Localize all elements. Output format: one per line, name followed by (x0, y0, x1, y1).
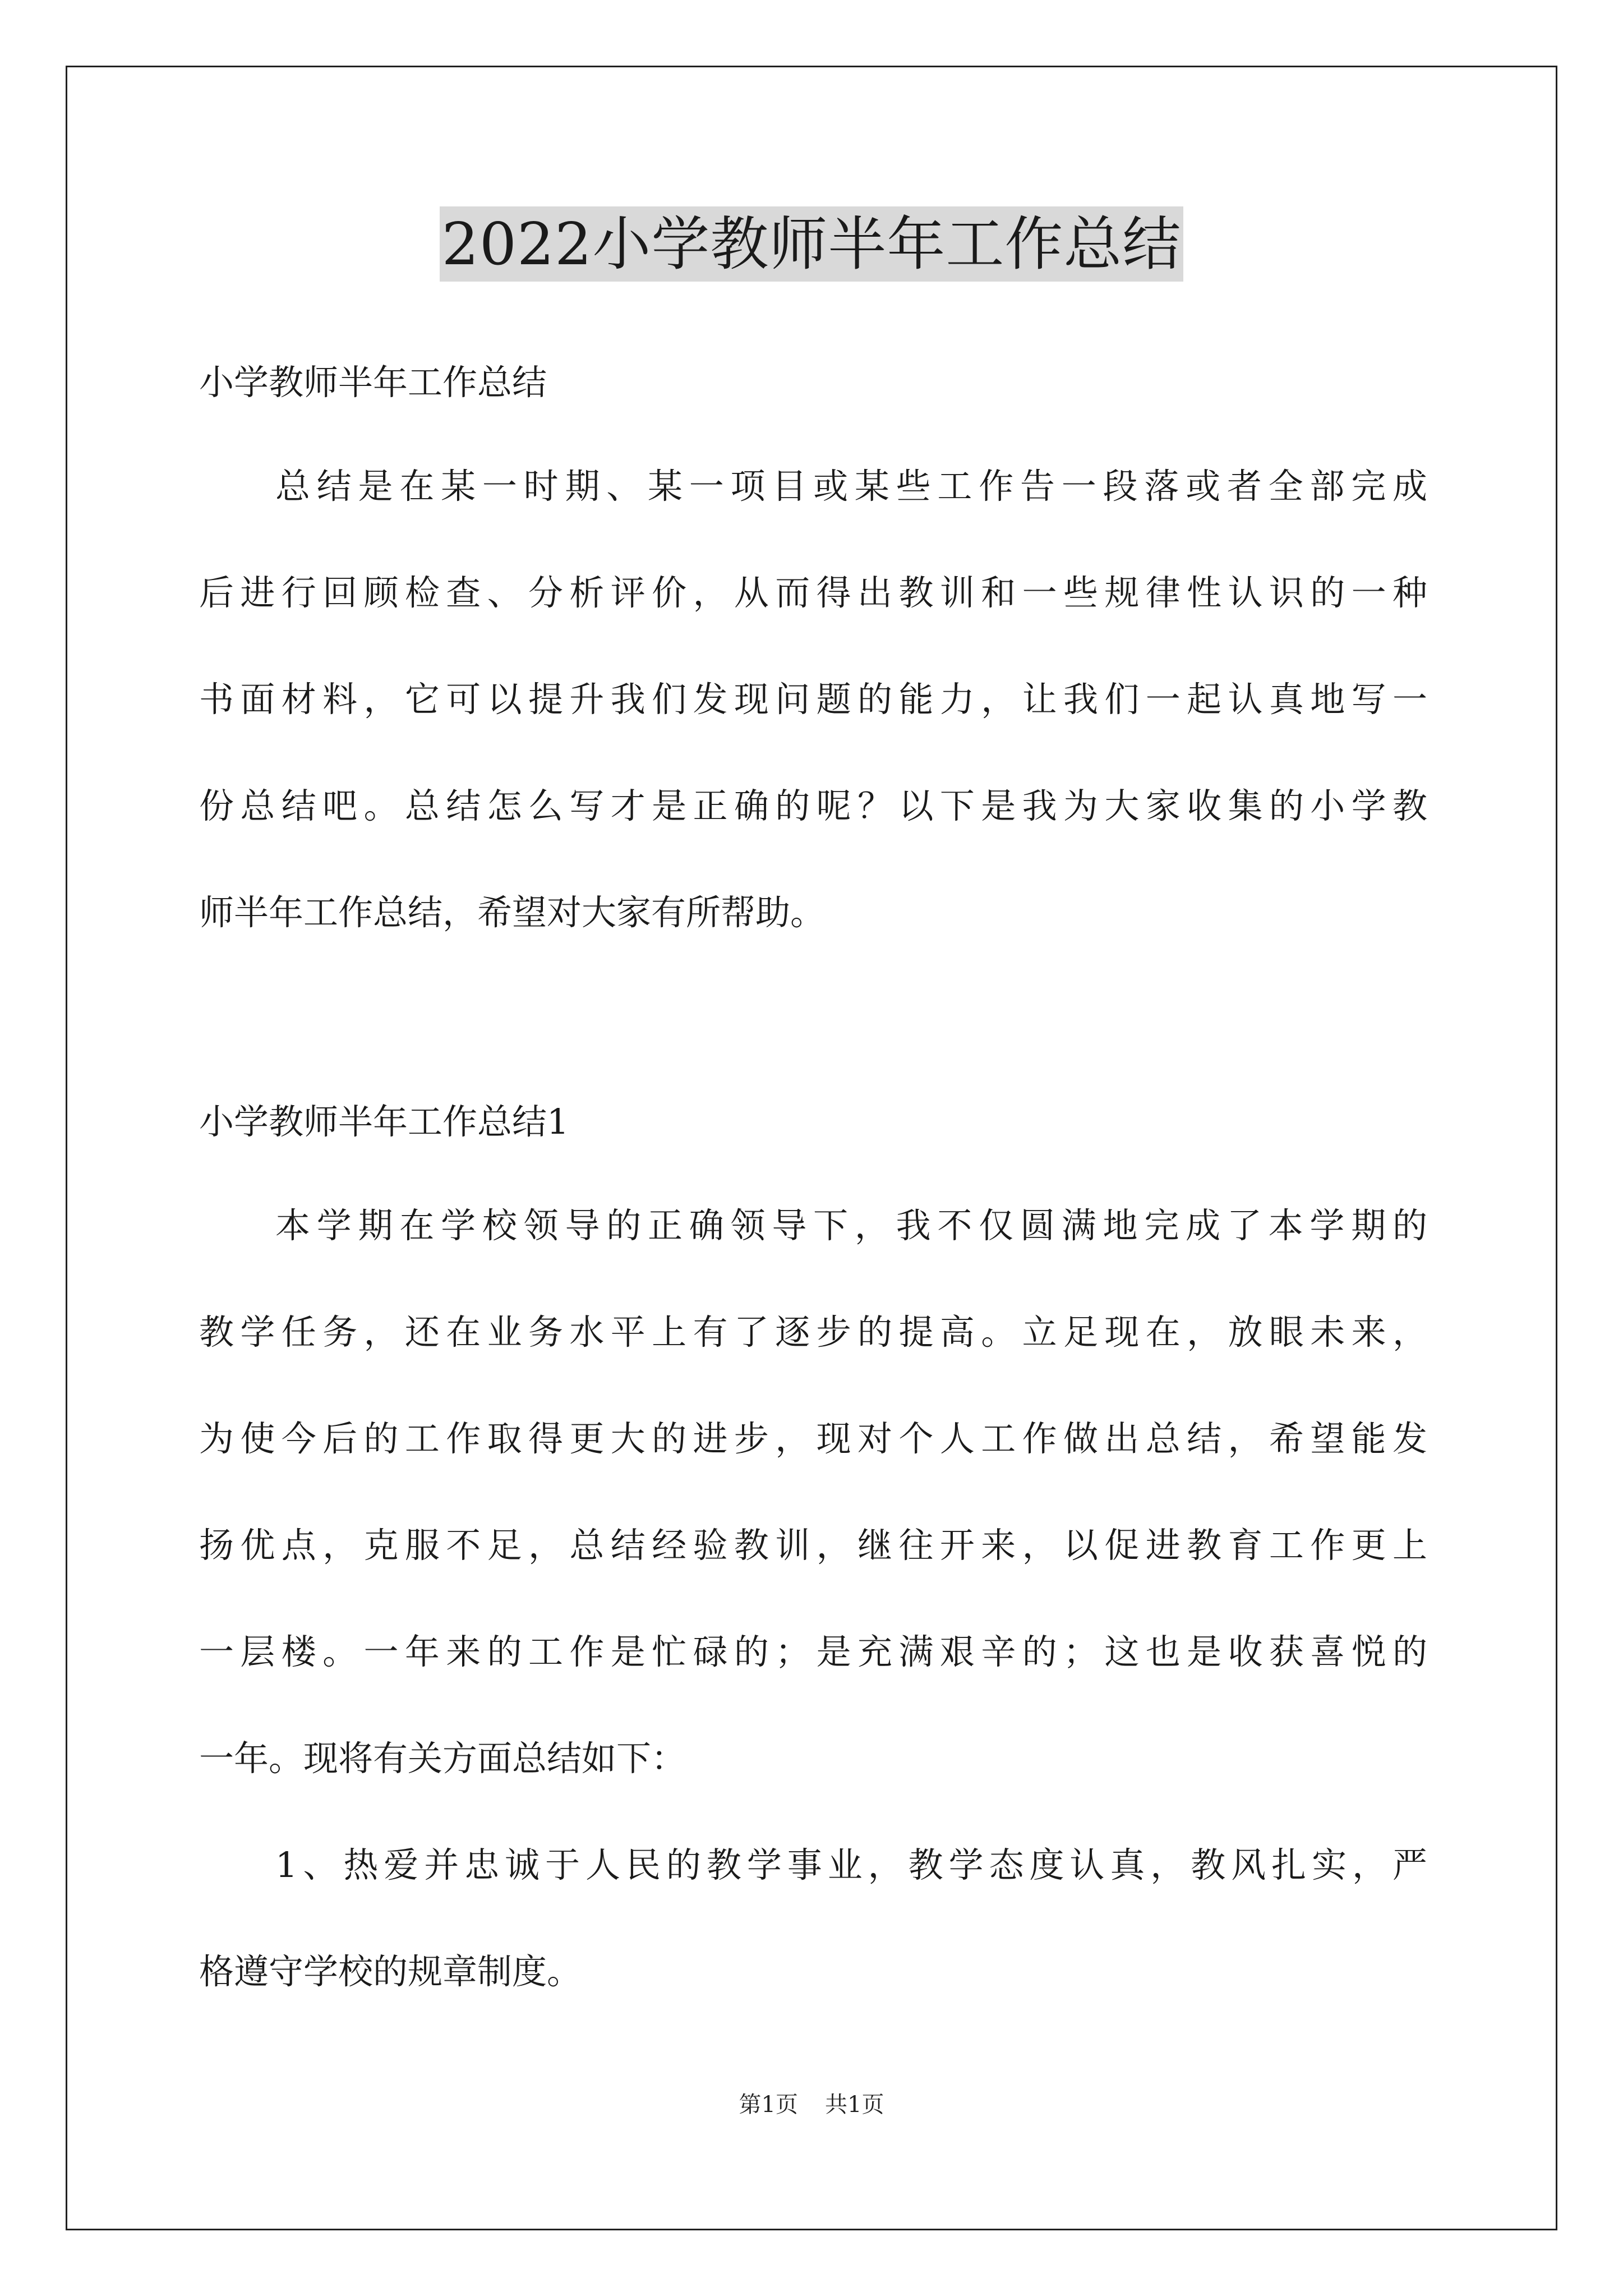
paragraph-line: 1、热爱并忠诚于人民的教学事业，教学态度认真，教风扎实，严 (275, 1844, 1427, 1885)
paragraph-line: 本学期在学校领导的正确领导下，我不仅圆满地完成了本学期的 (275, 1205, 1427, 1246)
page-total: 共1页 (825, 2092, 884, 2118)
paragraph-line: 为使今后的工作取得更大的进步，现对个人工作做出总结，希望能发 (199, 1418, 1427, 1459)
section-heading: 小学教师半年工作总结1 (199, 1101, 569, 1142)
document-title: 2022小学教师半年工作总结 (440, 206, 1184, 282)
paragraph-line: 扬优点，克服不足，总结经验教训，继往开来，以促进教育工作更上 (199, 1525, 1427, 1566)
paragraph-line: 一层楼。一年来的工作是忙碌的；是充满艰辛的；这也是收获喜悦的 (199, 1631, 1427, 1672)
paragraph-line: 格遵守学校的规章制度。 (199, 1951, 582, 1992)
intro-paragraph (199, 433, 1427, 966)
page-number: 第1页 (739, 2092, 798, 2118)
paragraph-line: 总结是在某一时期、某一项目或某些工作告一段落或者全部完成 (275, 466, 1427, 507)
paragraph-line: 份总结吧。总结怎么写才是正确的呢？以下是我为大家收集的小学教 (199, 785, 1427, 826)
page-footer (0, 2089, 1623, 2120)
section-paragraph (199, 1172, 1427, 1812)
paragraph-line: 师半年工作总结，希望对大家有所帮助。 (199, 892, 826, 933)
paragraph-line: 教学任务，还在业务水平上有了逐步的提高。立足现在，放眼未来， (199, 1312, 1427, 1352)
paragraph-line: 书面材料，它可以提升我们发现问题的能力，让我们一起认真地写一 (199, 679, 1427, 720)
paragraph-line: 一年。现将有关方面总结如下： (199, 1738, 686, 1779)
paragraph-line: 后进行回顾检查、分析评价，从而得出教训和一些规律性认识的一种 (199, 572, 1427, 613)
item-paragraph (199, 1812, 1427, 2025)
title-container (0, 206, 1623, 282)
subtitle-heading: 小学教师半年工作总结 (199, 362, 547, 403)
